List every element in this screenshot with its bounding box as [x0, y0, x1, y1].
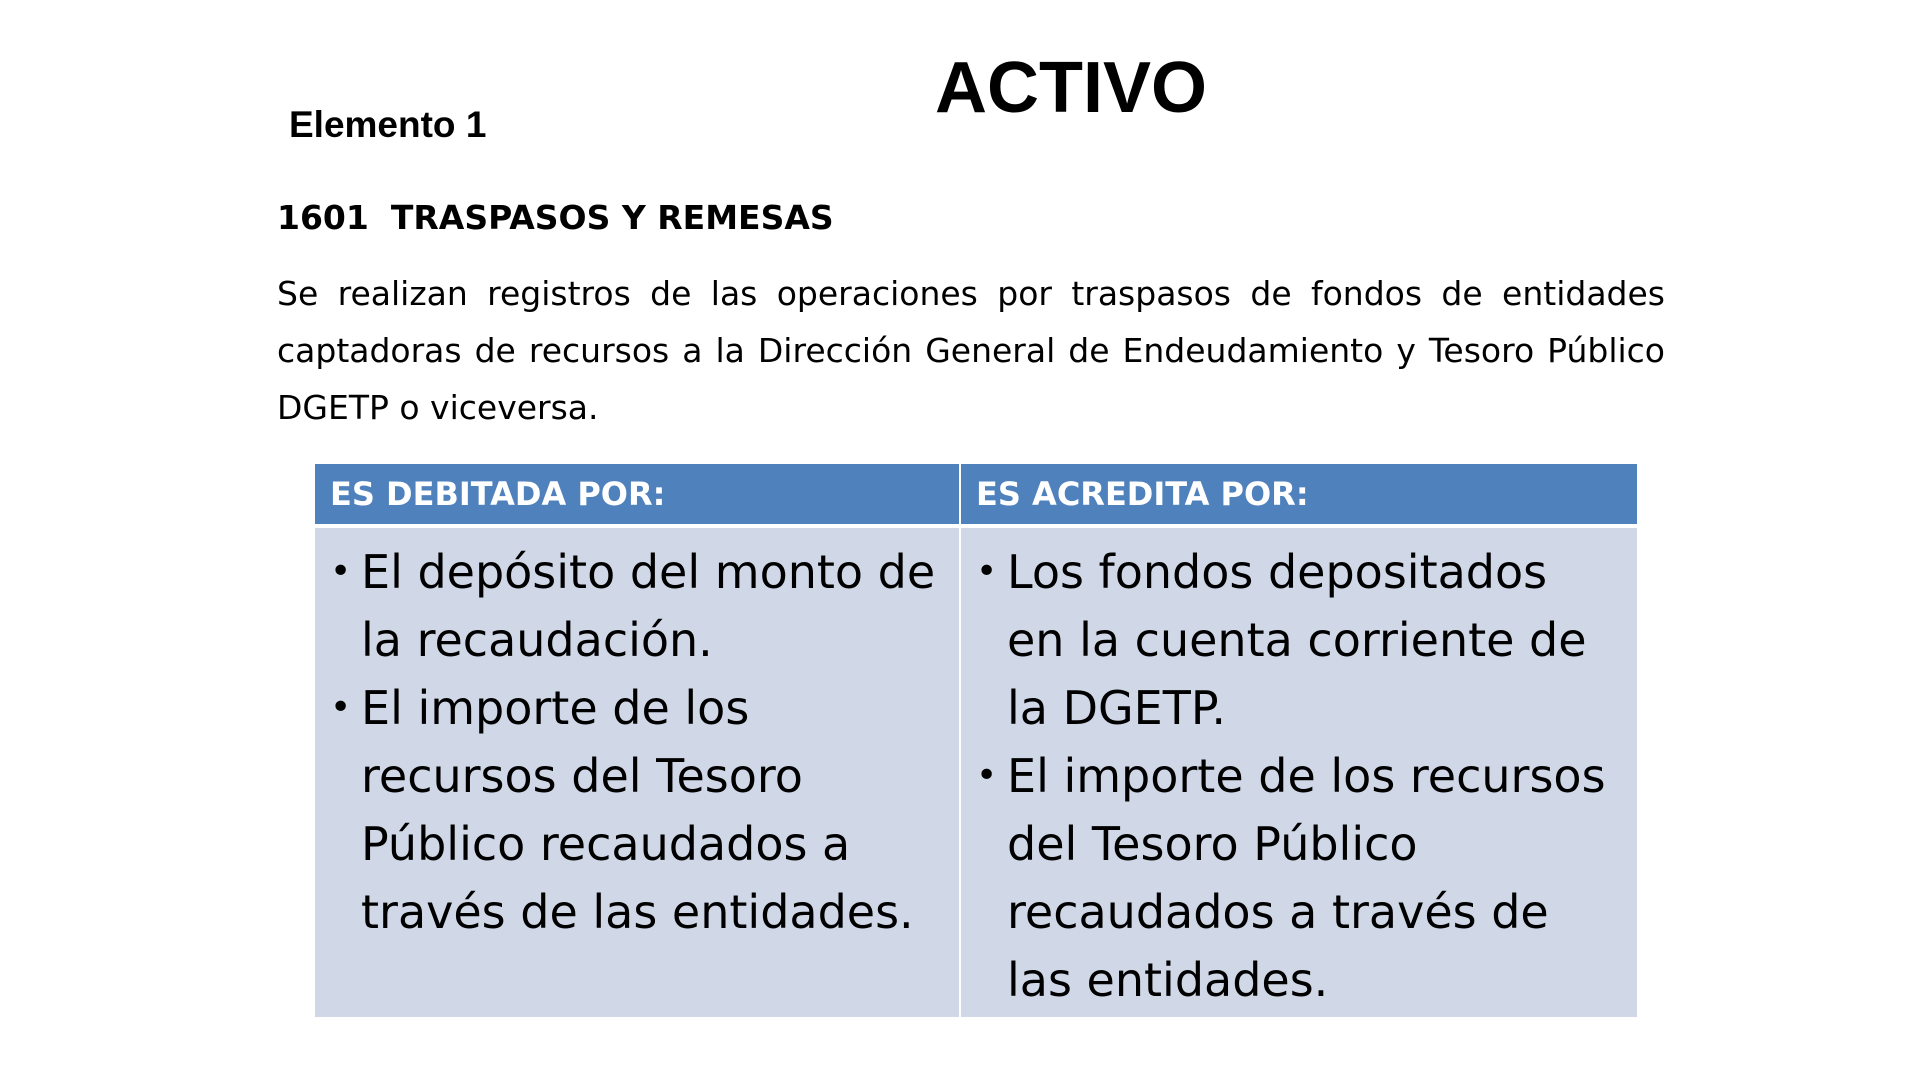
debit-item-text: El depósito del monto de la recaudación.	[361, 545, 936, 667]
credit-item-text: El importe de los recursos del Tesoro Público recaudados a través de las entidades.	[1007, 749, 1606, 1007]
account-heading	[277, 197, 834, 239]
credit-item	[976, 742, 1619, 1014]
credit-item	[976, 538, 1619, 742]
bullet-icon: •	[330, 687, 352, 728]
element-label: Elemento 1	[289, 104, 487, 145]
credit-cell	[961, 528, 1637, 1017]
account-description: Se realizan registros de las operaciones por traspasos de fondos de entidades captadoras de recursos a la Dirección General de Endeudamiento y Tesoro Público DGETP o viceversa.	[277, 274, 1665, 427]
slide-title: ACTIVO	[935, 48, 1208, 128]
debit-list	[330, 538, 941, 946]
account-code: 1601	[277, 198, 369, 237]
debit-item-text: El importe de los recursos del Tesoro Público recaudados a través de las entidades.	[361, 681, 914, 939]
debit-cell	[315, 528, 959, 1017]
credit-item-text: Los fondos depositados en la cuenta corriente de la DGETP.	[1007, 545, 1587, 735]
account-name: TRASPASOS Y REMESAS	[390, 198, 834, 237]
debit-item	[330, 538, 941, 674]
credit-header: ES ACREDITA POR:	[961, 464, 1637, 524]
bullet-icon: •	[976, 551, 998, 592]
bullet-icon: •	[976, 755, 998, 796]
debit-header: ES DEBITADA POR:	[315, 464, 959, 524]
bullet-icon: •	[330, 551, 352, 592]
debit-item	[330, 674, 941, 946]
credit-list	[976, 538, 1619, 1014]
debit-credit-table	[315, 464, 1637, 1017]
